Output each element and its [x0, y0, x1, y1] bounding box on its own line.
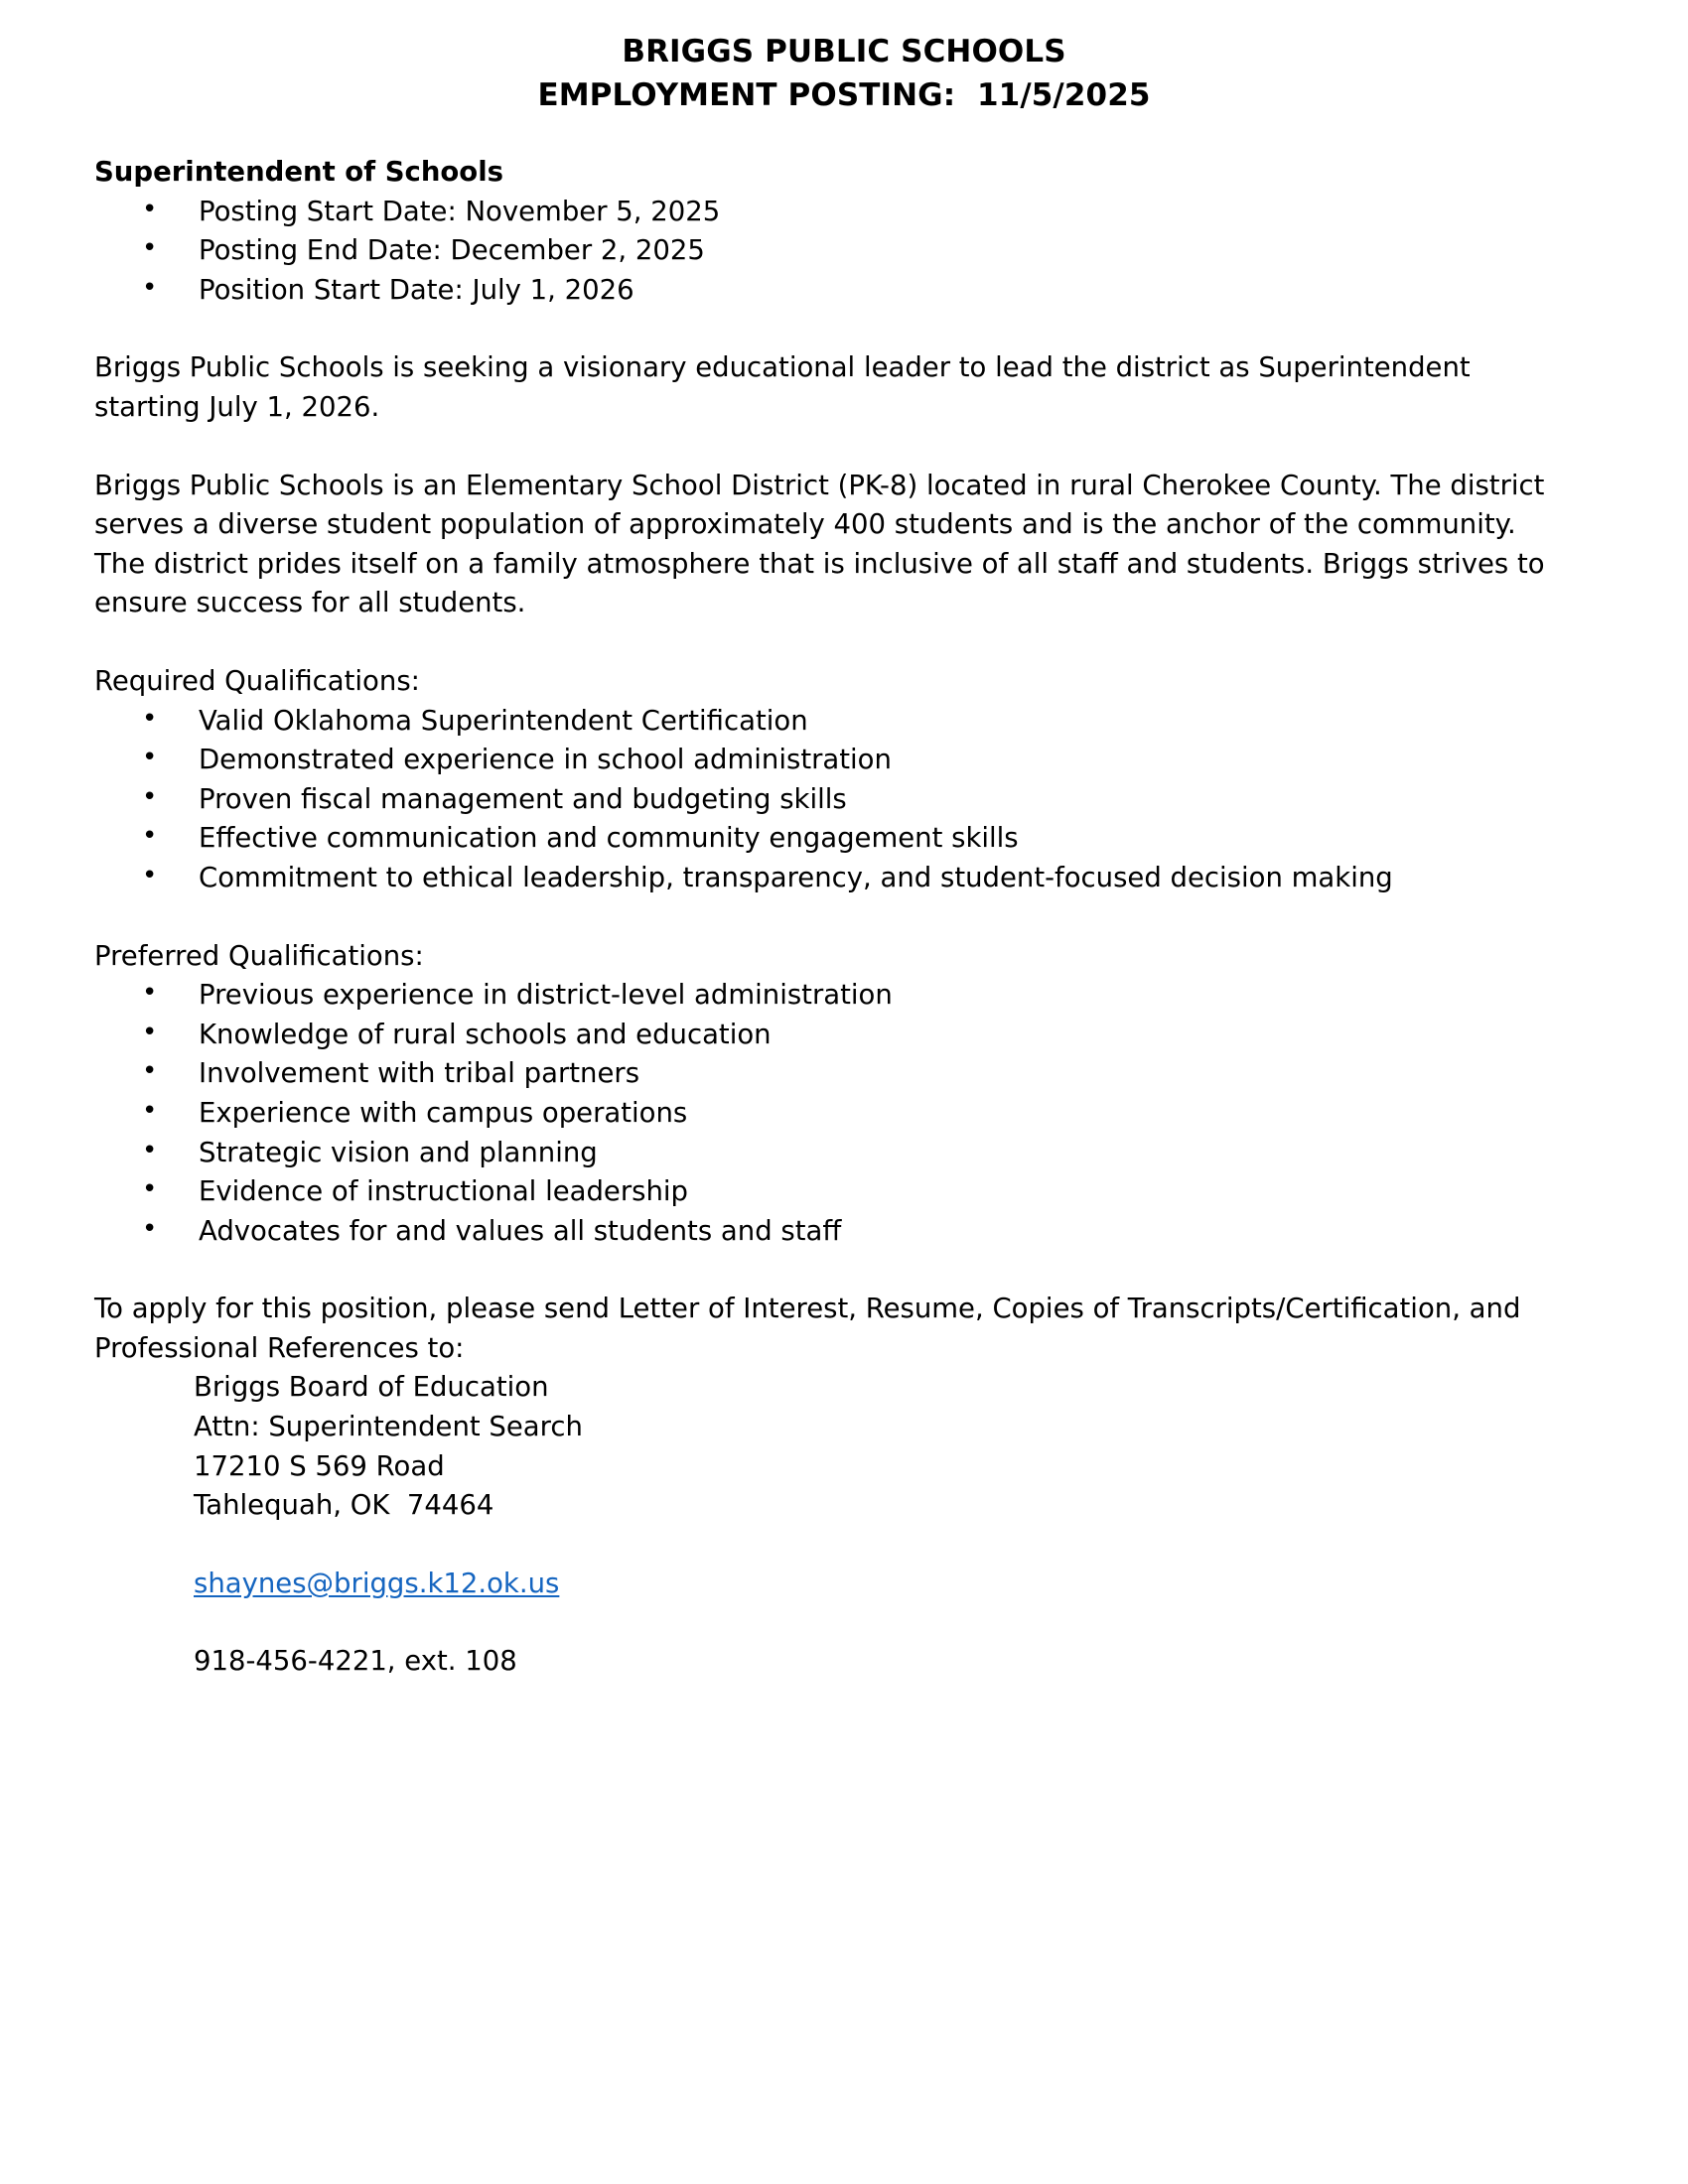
list-item: • Strategic vision and planning — [94, 1134, 1594, 1173]
list-item: • Commitment to ethical leadership, transparency, and student-focused decision making — [94, 859, 1594, 898]
list-item: • Effective communication and community engagement skills — [94, 819, 1594, 859]
title-line-posting-date: EMPLOYMENT POSTING: 11/5/2025 — [537, 77, 1151, 114]
preferred-qualifications-list — [94, 976, 1594, 1251]
mailing-address-block — [94, 1368, 1594, 1525]
spacer — [94, 623, 1594, 662]
posting-dates-list — [94, 193, 1594, 311]
spacer — [94, 898, 1594, 937]
title-line-district: BRIGGS PUBLIC SCHOOLS — [622, 34, 1066, 69]
spacer — [94, 310, 1594, 348]
list-item: • Advocates for and values all students and staff — [94, 1212, 1594, 1252]
required-qualifications-heading: Required Qualifications: — [94, 664, 420, 697]
list-item: • Demonstrated experience in school administration — [94, 741, 1594, 780]
list-item: • Evidence of instructional leadership — [94, 1172, 1594, 1212]
list-item: • Position Start Date: July 1, 2026 — [94, 271, 1594, 311]
spacer — [94, 428, 1594, 467]
address-line-organization: Briggs Board of Education — [194, 1371, 549, 1404]
required-qualifications-list — [94, 702, 1594, 898]
contact-phone-text: 918-456-4221, ext. 108 — [194, 1645, 517, 1678]
address-line-street: 17210 S 569 Road — [194, 1449, 445, 1482]
contact-email-row — [94, 1565, 1594, 1604]
list-item: • Proven fiscal management and budgeting skills — [94, 780, 1594, 820]
spacer — [94, 1603, 1594, 1642]
list-item: • Valid Oklahoma Superintendent Certification — [94, 702, 1594, 742]
spacer — [94, 1251, 1594, 1290]
document-title — [94, 30, 1594, 117]
list-item: • Involvement with tribal partners — [94, 1054, 1594, 1094]
preferred-qualifications-heading: Preferred Qualifications: — [94, 939, 424, 972]
application-instructions-paragraph: To apply for this position, please send Letter of Interest, Resume, Copies of Transcripts/Certification, and Professional References to: — [94, 1293, 1521, 1364]
position-heading: Superintendent of Schools — [94, 156, 503, 189]
spacer — [94, 1526, 1594, 1565]
intro-paragraph: Briggs Public Schools is seeking a visionary educational leader to lead the district as Superintendent starting July 1, 2026. — [94, 351, 1471, 423]
contact-phone-row — [94, 1642, 1594, 1682]
list-item: • Posting End Date: December 2, 2025 — [94, 231, 1594, 271]
list-item: • Posting Start Date: November 5, 2025 — [94, 193, 1594, 232]
district-description-paragraph: Briggs Public Schools is an Elementary School District (PK-8) located in rural Cherokee County. The district serves a diverse student population of approximately 400 students and is the anchor of the community. The district prides itself on a family atmosphere that is inclusive of all staff and students. Briggs strives to ensure success for all students. — [94, 469, 1545, 619]
document-body — [94, 153, 1594, 1682]
address-line-attention: Attn: Superintendent Search — [194, 1411, 583, 1443]
contact-email-link[interactable]: shaynes@briggs.k12.ok.us — [194, 1567, 560, 1599]
list-item: • Knowledge of rural schools and education — [94, 1016, 1594, 1055]
list-item: • Previous experience in district-level administration — [94, 976, 1594, 1016]
list-item: • Experience with campus operations — [94, 1094, 1594, 1134]
address-line-city-state-zip: Tahlequah, OK 74464 — [194, 1489, 494, 1522]
